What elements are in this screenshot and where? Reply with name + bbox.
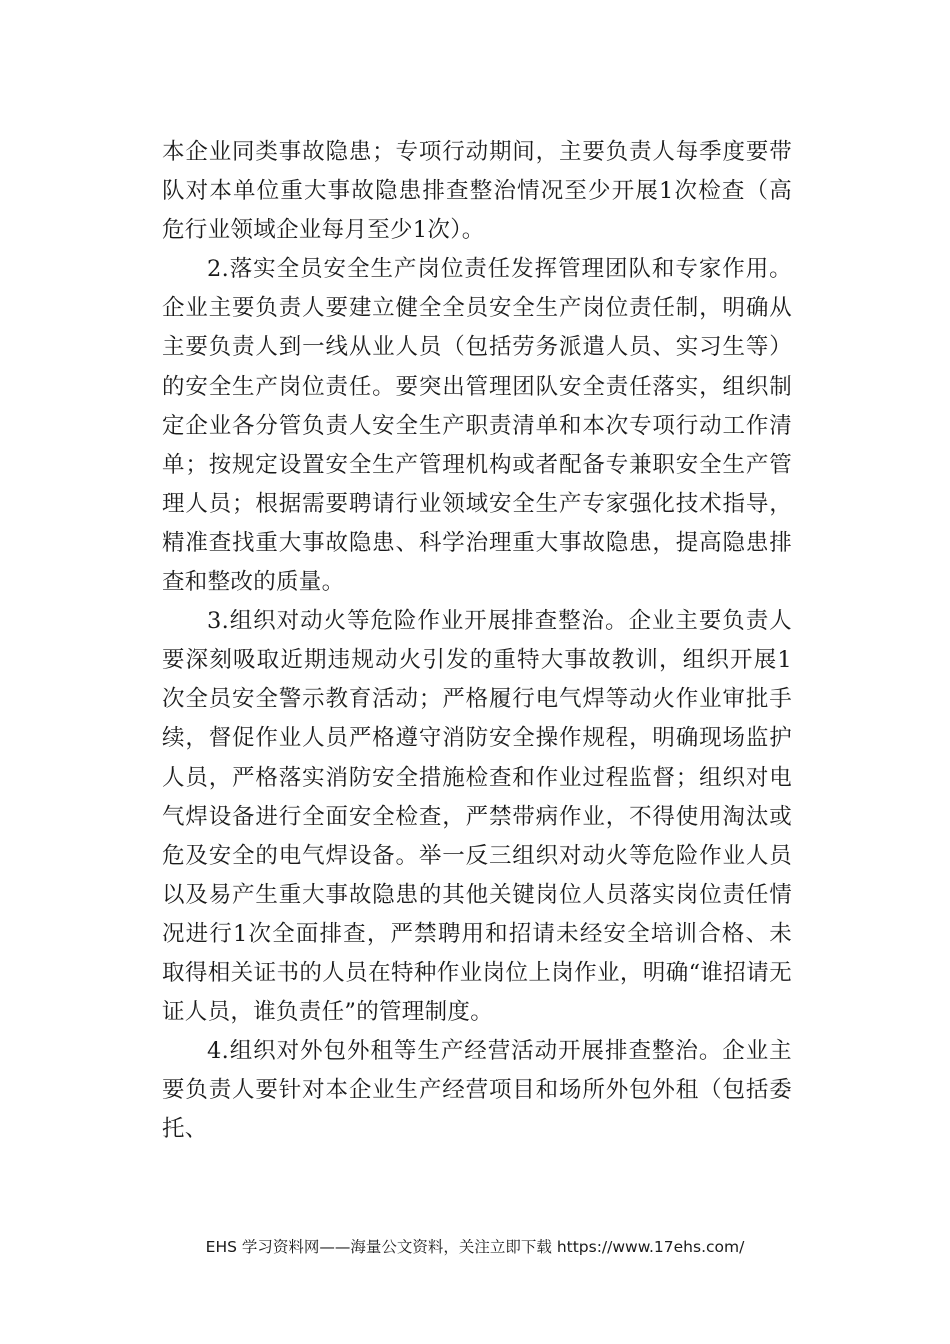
document-body [162,133,792,1149]
paragraph-item-4: 4.组织对外包外租等生产经营活动开展排查整治。企业主要负责人要针对本企业生产经营项目和场所外包外租（包括委托、 [162,1038,792,1143]
paragraph-item-2: 2.落实全员安全生产岗位责任发挥管理团队和专家作用。企业主要负责人要建立健全全员安全生产岗位责任制，明确从主要负责人到一线从业人员（包括劳务派遣人员、实习生等）的安全生产岗位责任。要突出管理团队安全责任落实，组织制定企业各分管负责人安全生产职责清单和本次专项行动工作清单；按规定设置安全生产管理机构或者配备专兼职安全生产管理人员；根据需要聘请行业领域安全生产专家强化技术指导，精准查找重大事故隐患、科学治理重大事故隐患，提高隐患排查和整改的质量。 [162,256,792,596]
paragraph-continuation: 本企业同类事故隐患；专项行动期间，主要负责人每季度要带队对本单位重大事故隐患排查整治情况至少开展1次检查（高危行业领域企业每月至少1次）。 [162,139,792,244]
paragraph-item-3: 3.组织对动火等危险作业开展排查整治。企业主要负责人要深刻吸取近期违规动火引发的重特大事故教训，组织开展1次全员安全警示教育活动；严格履行电气焊等动火作业审批手续，督促作业人员严格遵守消防安全操作规程，明确现场监护人员，严格落实消防安全措施检查和作业过程监督；组织对电气焊设备进行全面安全检查，严禁带病作业，不得使用淘汰或危及安全的电气焊设备。举一反三组织对动火等危险作业人员以及易产生重大事故隐患的其他关键岗位人员落实岗位责任情况进行1次全面排查，严禁聘用和招请未经安全培训合格、未取得相关证书的人员在特种作业岗位上岗作业，明确“谁招请无证人员，谁负责任”的管理制度。 [162,608,792,1026]
footer-watermark-text: EHS 学习资料网——海量公文资料，关注立即下载 https://www.17ehs.com/ [205,1238,745,1256]
